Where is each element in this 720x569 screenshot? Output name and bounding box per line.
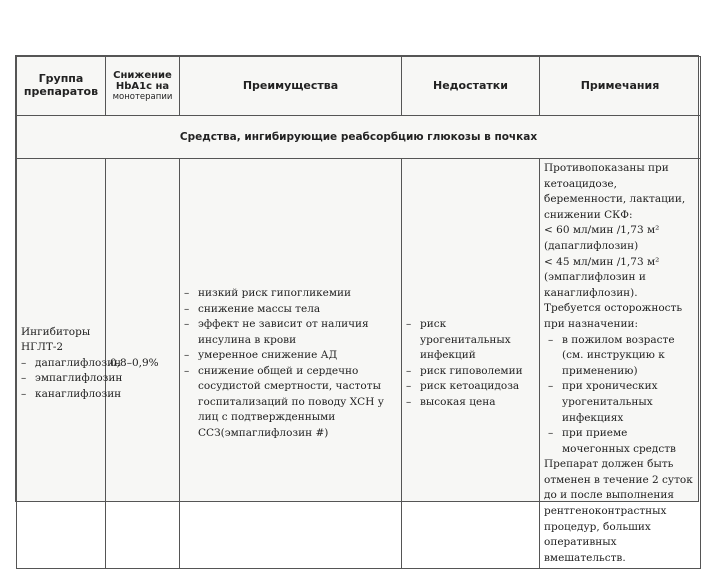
- list-item: – риск урогенитальных инфекций: [406, 317, 535, 364]
- notes-outro: Препарат должен быть отменен в течение 2 суток до и после выполнения рентгеноконтрастных процедур, больших оперативных вмешательств.: [544, 458, 693, 564]
- list-item: – снижение массы тела: [184, 302, 397, 318]
- disadvantages-cell: [402, 159, 540, 569]
- list-item: – умеренное снижение АД: [184, 348, 397, 364]
- list-item: – в пожилом возрасте (см. инструкцию к применению): [544, 333, 696, 380]
- notes-gfr-1: < 60 мл/мин /1,73 м² (дапаглифлозин): [544, 224, 660, 252]
- notes-cell: [540, 159, 701, 569]
- list-item: – эффект не зависит от наличия инсулина в крови: [184, 317, 397, 348]
- list-item: – риск гиповолемии: [406, 364, 535, 380]
- section-row: [17, 116, 701, 159]
- list-item: – дапаглифлозин: [21, 356, 101, 372]
- group-cell: [17, 159, 123, 569]
- list-item: – низкий риск гипогликемии: [184, 286, 397, 302]
- list-item: – при приеме мочегонных средств: [544, 426, 696, 457]
- list-item: – эмпаглифлозин: [21, 371, 101, 387]
- list-item: – высокая цена: [406, 395, 535, 411]
- group-title: Ингибиторы НГЛТ-2: [21, 325, 91, 354]
- list-item: – снижение общей и сердечно сосудистой смертности, частоты госпитализаций по поводу ХСН у лиц с подтвержденными ССЗ(эмпаглифлозин #): [184, 364, 397, 442]
- drug-table: [15, 55, 699, 564]
- notes-gfr-2: < 45 мл/мин /1,73 м² (эмпаглифлозин и канаглифлозин). Требуется осторожность при назначении:: [544, 255, 683, 330]
- table-row: [17, 159, 701, 569]
- header-hba1c-sub: монотерапии: [112, 91, 173, 102]
- list-item: – риск кетоацидоза: [406, 379, 535, 395]
- drug-list: [21, 356, 123, 403]
- header-group: Группа препаратов: [17, 57, 106, 116]
- notes-intro: Противопоказаны при кетоацидозе, беременности, лактации, снижении СКФ:: [544, 162, 686, 221]
- header-disadvantages: Недостатки: [402, 57, 540, 116]
- section-title: Средства, ингибирующие реабсорбцию глюкозы в почках: [17, 116, 701, 159]
- list-item: – при хронических урогенитальных инфекциях: [544, 379, 696, 426]
- header-notes: Примечания: [540, 57, 701, 116]
- header-hba1c: [106, 57, 180, 116]
- disadvantages-list: [406, 317, 535, 410]
- hba1c-value: 0,8–0,9%: [106, 159, 180, 569]
- advantages-cell: [180, 159, 402, 569]
- header-advantages: Преимущества: [180, 57, 402, 116]
- header-hba1c-title: Снижение HbA1c на: [113, 69, 172, 93]
- advantages-list: [184, 286, 397, 441]
- drug-comparison-table: [16, 56, 701, 569]
- caution-list: [544, 333, 696, 458]
- header-row: [17, 57, 701, 116]
- list-item: – канаглифлозин: [21, 387, 101, 403]
